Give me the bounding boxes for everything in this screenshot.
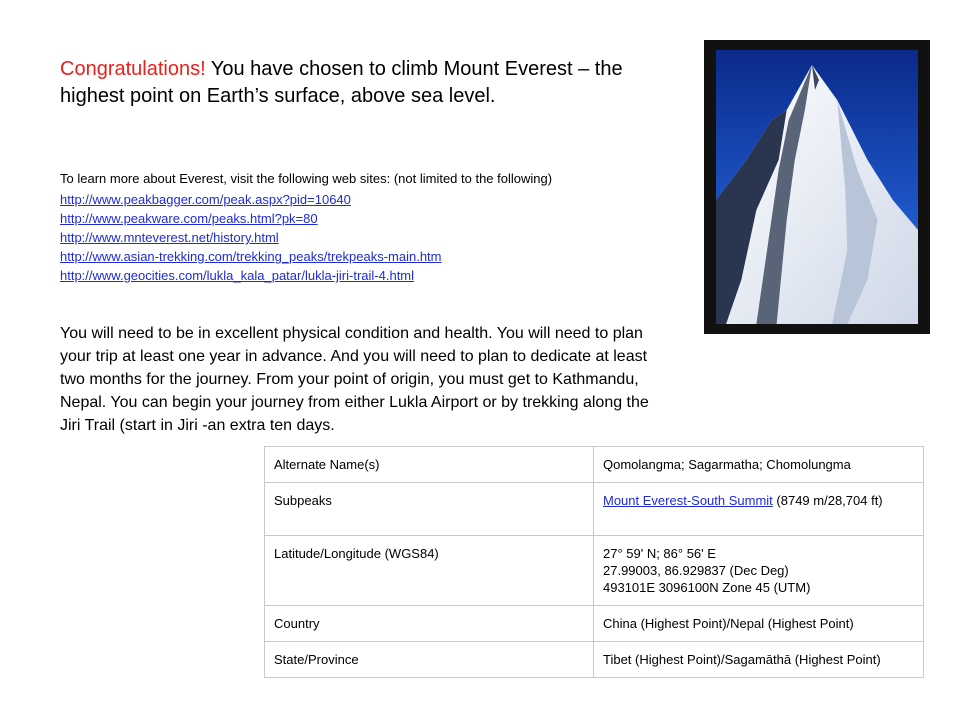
- link-peakbagger[interactable]: http://www.peakbagger.com/peak.aspx?pid=10640: [60, 192, 351, 207]
- learn-more-section: [60, 170, 700, 285]
- latlon-label: Latitude/Longitude (WGS84): [265, 536, 594, 606]
- congrats-text: Congratulations!: [60, 58, 206, 80]
- alternate-names-value: Qomolangma; Sagarmatha; Chomolungma: [594, 447, 924, 483]
- state-label: State/Province: [265, 642, 594, 678]
- latlon-utm: 493101E 3096100N Zone 45 (UTM): [603, 580, 811, 595]
- alternate-names-label: Alternate Name(s): [265, 447, 594, 483]
- intro-heading: [60, 56, 660, 110]
- table-row: [265, 606, 924, 642]
- requirements-paragraph: You will need to be in excellent physical condition and health. You will need to plan your trip at least one year in advance. And you will need to plan to dedicate at least two months for the journey. From your point of origin, you must get to Kathmandu, Nepal. You can begin your journey from either Lukla Airport or by trekking along the Jiri Trail (start in Jiri -an extra ten days.: [60, 325, 649, 434]
- table-row: [265, 447, 924, 483]
- table-row: [265, 642, 924, 678]
- link-mnteverest[interactable]: http://www.mnteverest.net/history.html: [60, 230, 279, 245]
- latlon-value: [594, 536, 924, 606]
- link-peakware[interactable]: http://www.peakware.com/peaks.html?pk=80: [60, 211, 318, 226]
- state-value: Tibet (Highest Point)/Sagamāthā (Highest Point): [594, 642, 924, 678]
- table-row: [265, 483, 924, 536]
- everest-info-table: [264, 446, 924, 678]
- country-label: Country: [265, 606, 594, 642]
- link-asian-trekking[interactable]: http://www.asian-trekking.com/trekking_peaks/trekpeaks-main.htm: [60, 249, 442, 264]
- subpeaks-label: Subpeaks: [265, 483, 594, 536]
- latlon-decimal: 27.99003, 86.929837 (Dec Deg): [603, 563, 789, 578]
- country-value: China (Highest Point)/Nepal (Highest Point): [594, 606, 924, 642]
- south-summit-link[interactable]: Mount Everest-South Summit: [603, 493, 773, 508]
- everest-photo-icon: [716, 50, 918, 324]
- table-row: [265, 536, 924, 606]
- learn-more-text: To learn more about Everest, visit the following web sites: (not limited to the following): [60, 171, 553, 186]
- subpeaks-height: (8749 m/28,704 ft): [772, 493, 883, 508]
- link-geocities[interactable]: http://www.geocities.com/lukla_kala_patar/lukla-jiri-trail-4.html: [60, 268, 415, 283]
- latlon-dms: 27° 59' N; 86° 56' E: [603, 546, 716, 561]
- everest-photo: [704, 40, 930, 334]
- link-list: [60, 190, 700, 285]
- subpeaks-value: [594, 483, 924, 536]
- intro-text: You have chosen to climb Mount Everest – the highest point on Earth’s surface, above sea level.: [60, 58, 623, 107]
